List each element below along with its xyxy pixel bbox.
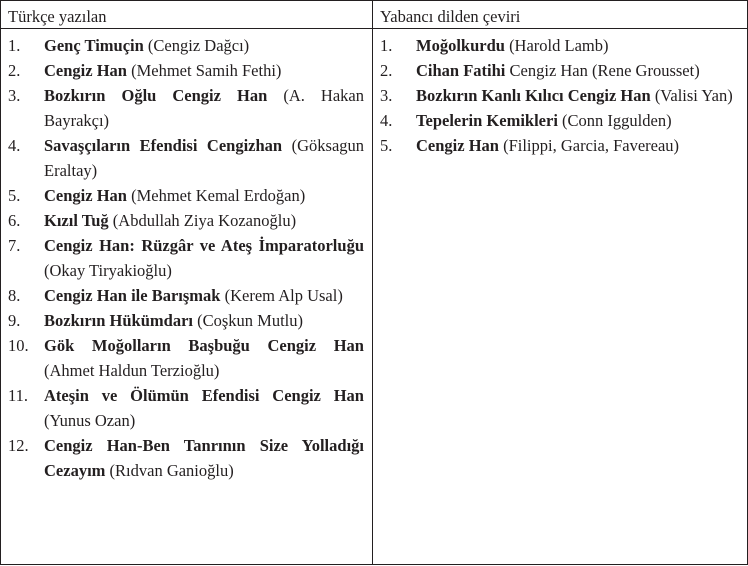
book-author: (Valisi Yan) — [654, 86, 733, 105]
book-title: Bozkırın Hükümdarı — [44, 311, 193, 330]
item-number: 6. — [8, 211, 21, 230]
item-number: 8. — [8, 286, 21, 305]
item-number: 5. — [8, 186, 21, 205]
book-list-item — [8, 283, 364, 308]
book-author: (Okay Tiryakioğlu) — [44, 261, 172, 280]
book-title: Cengiz Han — [416, 136, 499, 155]
foreign-cell — [373, 29, 748, 565]
book-list-item — [380, 108, 739, 133]
book-author: (Mehmet Samih Fethi) — [131, 61, 282, 80]
item-number: 2. — [380, 61, 393, 80]
book-list-item — [380, 33, 739, 58]
book-title: Cihan Fatihi — [416, 61, 506, 80]
book-list-item — [8, 58, 364, 83]
item-number: 7. — [8, 236, 21, 255]
book-list-item — [8, 383, 364, 433]
book-title: Cengiz Han — [44, 186, 127, 205]
item-number: 12. — [8, 436, 29, 455]
item-number: 3. — [8, 86, 21, 105]
book-list-item — [8, 133, 364, 183]
book-title: Ateşin ve Ölümün Efendisi Cengiz Han — [44, 386, 364, 405]
book-title: Savaşçıların Efendisi Cengizhan — [44, 136, 283, 155]
body-row — [1, 29, 748, 565]
book-author: (Kerem Alp Usal) — [224, 286, 343, 305]
foreign-book-list — [380, 33, 739, 158]
book-author: (A. Hakan Bayrakçı) — [44, 86, 364, 130]
book-author: (Conn Iggulden) — [562, 111, 672, 130]
item-number: 10. — [8, 336, 29, 355]
book-title: Genç Timuçin — [44, 36, 144, 55]
book-author: (Rıdvan Ganioğlu) — [109, 461, 234, 480]
header-foreign: Yabancı dilden çeviri — [373, 1, 748, 29]
book-title: Kızıl Tuğ — [44, 211, 109, 230]
book-author: Cengiz Han (Rene Grousset) — [509, 61, 700, 80]
header-row — [1, 1, 748, 29]
turkish-book-list — [8, 33, 364, 483]
header-turkish: Türkçe yazılan — [1, 1, 373, 29]
book-author: (Abdullah Ziya Kozanoğlu) — [112, 211, 297, 230]
book-list-item — [8, 33, 364, 58]
book-author: (Göksagun Eraltay) — [44, 136, 365, 180]
book-list-item — [8, 433, 364, 483]
book-author: (Harold Lamb) — [509, 36, 609, 55]
book-list-item — [8, 183, 364, 208]
book-author: (Filippi, Garcia, Favereau) — [503, 136, 680, 155]
item-number: 1. — [8, 36, 21, 55]
book-title: Cengiz Han: Rüzgâr ve Ateş İmparatorluğu — [44, 236, 364, 255]
item-number: 2. — [8, 61, 21, 80]
book-list-item — [380, 83, 739, 108]
book-author: (Yunus Ozan) — [44, 411, 136, 430]
item-number: 4. — [8, 136, 21, 155]
book-list-item — [8, 233, 364, 283]
book-list-item — [8, 333, 364, 383]
book-title: Bozkırın Oğlu Cengiz Han — [44, 86, 268, 105]
book-title: Moğolkurdu — [416, 36, 505, 55]
book-list-item — [8, 83, 364, 133]
book-title: Cengiz Han ile Barışmak — [44, 286, 221, 305]
item-number: 3. — [380, 86, 393, 105]
item-number: 1. — [380, 36, 393, 55]
turkish-cell — [1, 29, 373, 565]
book-list-item — [380, 133, 739, 158]
book-author: (Coşkun Mutlu) — [197, 311, 304, 330]
book-title: Tepelerin Kemikleri — [416, 111, 558, 130]
book-author: (Cengiz Dağcı) — [147, 36, 250, 55]
item-number: 4. — [380, 111, 393, 130]
book-title: Cengiz Han — [44, 61, 127, 80]
book-title: Bozkırın Kanlı Kılıcı Cengiz Han — [416, 86, 651, 105]
book-list-item — [8, 308, 364, 333]
book-title: Cengiz Han-Ben Tanrının Size Yolladığı Cezayım — [44, 436, 364, 480]
book-list-item — [380, 58, 739, 83]
book-author: (Ahmet Haldun Terzioğlu) — [44, 361, 220, 380]
item-number: 11. — [8, 386, 29, 405]
book-author: (Mehmet Kemal Erdoğan) — [131, 186, 306, 205]
book-list-item — [8, 208, 364, 233]
item-number: 9. — [8, 311, 21, 330]
book-title: Gök Moğolların Başbuğu Cengiz Han — [44, 336, 364, 355]
item-number: 5. — [380, 136, 393, 155]
